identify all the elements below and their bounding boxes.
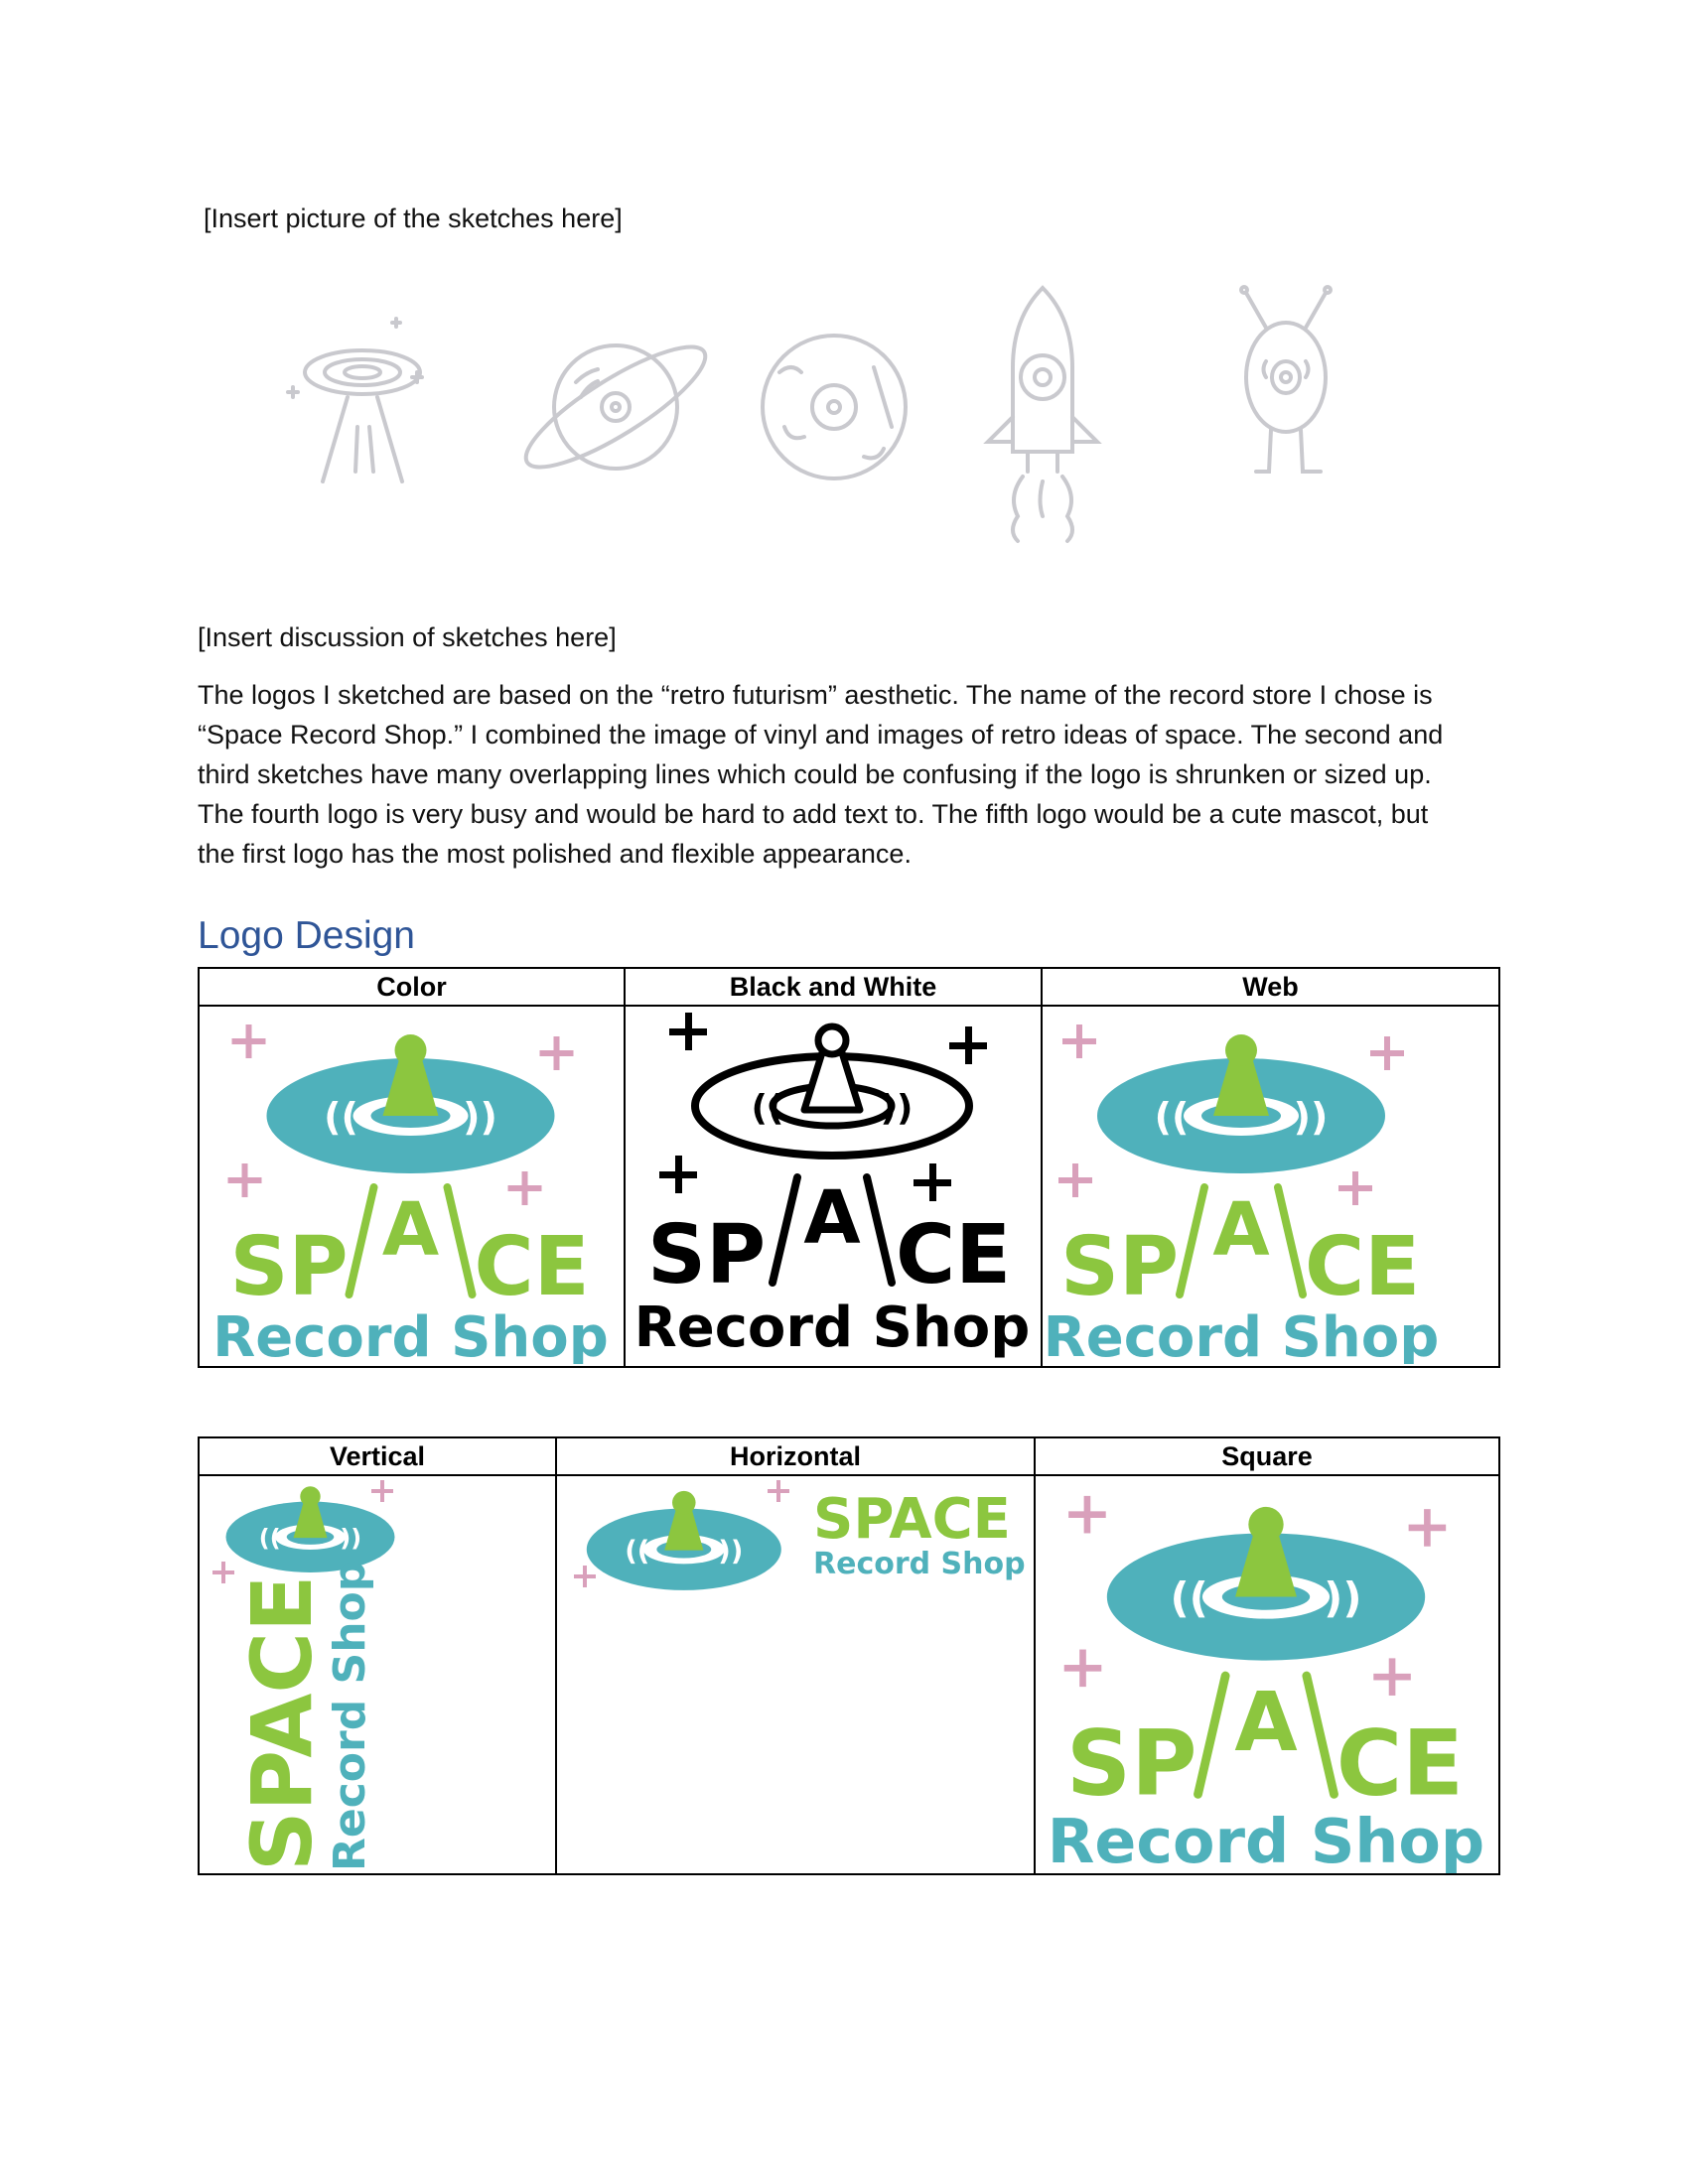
discussion-paragraph: [198, 675, 1498, 874]
vertical-subline: Record Shop: [325, 1560, 375, 1871]
vertical-wordmark: SPACE: [233, 1574, 331, 1871]
column-header-square: Square: [1035, 1437, 1499, 1475]
logo-vertical-image: [200, 1476, 553, 1873]
horizontal-wordmark: SPACE: [813, 1487, 1011, 1552]
column-header-web: Web: [1042, 968, 1499, 1006]
logo-cell-vertical: [199, 1475, 556, 1874]
logo-cell-bw: [625, 1006, 1042, 1367]
logo-color-image: [200, 1007, 622, 1364]
discussion-line: The fourth logo is very busy and would be hard to add text to. The fifth logo would be a cute mascot, but: [198, 799, 1429, 829]
alien-sketch-icon: [1241, 287, 1331, 472]
column-header-horizontal: Horizontal: [556, 1437, 1035, 1475]
discussion-line: “Space Record Shop.” I combined the image of vinyl and images of retro ideas of space. The second and: [198, 720, 1444, 750]
discussion-placeholder-text: [Insert discussion of sketches here]: [198, 622, 617, 652]
discussion-line: third sketches have many overlapping lines which could be confusing if the logo is shrunken or sized up.: [198, 759, 1432, 789]
ufo-sketch-icon: [288, 319, 422, 481]
sketches-row: [278, 278, 1370, 556]
logo-table-main: [198, 967, 1500, 1368]
logo-bw-image: [626, 1007, 1039, 1364]
rocket-sketch-icon: [988, 288, 1097, 541]
column-header-color: Color: [199, 968, 625, 1006]
logo-cell-square: [1035, 1475, 1499, 1874]
logo-square-image: [1036, 1476, 1496, 1873]
discussion-line: The logos I sketched are based on the “retro futurism” aesthetic. The name of the record store I chose is: [198, 680, 1433, 710]
logo-cell-color: [199, 1006, 625, 1367]
logo-table-variants: [198, 1436, 1500, 1875]
column-header-black-white: Black and White: [625, 968, 1042, 1006]
horizontal-subline: Record Shop: [813, 1547, 1026, 1581]
sketch-placeholder-text: [Insert picture of the sketches here]: [204, 204, 623, 233]
section-heading: Logo Design: [198, 914, 415, 957]
discussion-line: the first logo has the most polished and flexible appearance.: [198, 839, 912, 869]
logo-horizontal-image: [557, 1476, 1032, 1873]
column-header-vertical: Vertical: [199, 1437, 556, 1475]
planet-ring-sketch-icon: [512, 329, 719, 486]
logo-web-image: [1043, 1007, 1440, 1364]
moon-vinyl-sketch-icon: [763, 336, 906, 478]
logo-cell-horizontal: [556, 1475, 1035, 1874]
logo-cell-web: [1042, 1006, 1499, 1367]
